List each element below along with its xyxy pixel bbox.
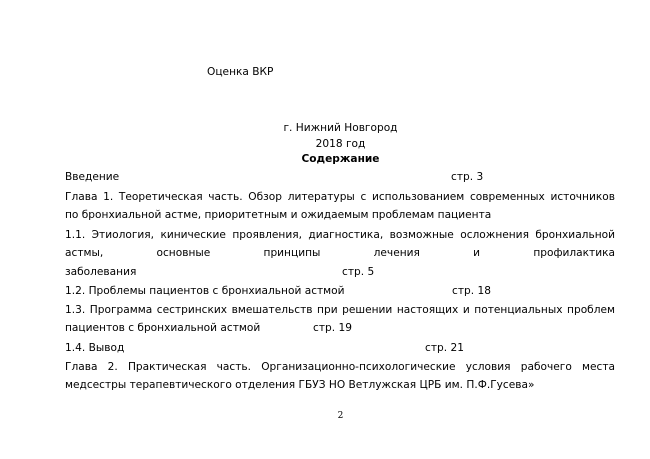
toc-entry-label: пациентов с бронхиальной астмой xyxy=(65,322,261,334)
toc-entry-chapter2-line2: медсестры терапевтического отделения ГБУЗ НО Ветлужская ЦРБ им. П.Ф.Гусева» xyxy=(65,379,535,391)
toc-word: и xyxy=(473,247,481,259)
toc-entry-s11-line1: 1.1. Этиология, кинические проявления, диагностика, возможные осложнения бронхиальной xyxy=(65,229,615,241)
city-line: г. Нижний Новгород xyxy=(283,122,398,134)
toc-entry-label: 1.4. Вывод xyxy=(65,342,125,354)
toc-entry-label: 1.2. Проблемы пациентов с бронхиальной астмой xyxy=(65,285,345,297)
toc-entry-label: Введение xyxy=(65,171,120,183)
page-number: 2 xyxy=(337,411,344,421)
toc-word: принципы xyxy=(263,247,321,259)
toc-entry-label: заболевания xyxy=(65,266,137,278)
toc-entry-page: стр. 5 xyxy=(342,266,375,278)
toc-word: астмы, xyxy=(65,247,104,259)
toc-entry-page: стр. 21 xyxy=(425,342,464,354)
toc-entry-s14 xyxy=(65,342,615,354)
toc-title: Содержание xyxy=(301,153,380,165)
toc-entry-page: стр. 19 xyxy=(313,322,352,334)
toc-entry-page: стр. 3 xyxy=(451,171,484,183)
toc-entry-s11-line3 xyxy=(65,266,615,278)
toc-word: основные xyxy=(156,247,211,259)
toc-entry-chapter2-line1: Глава 2. Практическая часть. Организационно-психологические условия рабочего места xyxy=(65,361,615,373)
toc-entry-s11-line2 xyxy=(65,247,615,259)
toc-entry-s13-line1: 1.3. Программа сестринских вмешательств при решении настоящих и потенциальных проблем xyxy=(65,304,615,316)
toc-entry-s13-line2 xyxy=(65,322,615,334)
year-line: 2018 год xyxy=(315,138,366,150)
toc-entry-page: стр. 18 xyxy=(452,285,491,297)
toc-entry-chapter1-line2: по бронхиальной астме, приоритетным и ожидаемым проблемам пациента xyxy=(65,209,492,221)
grade-label: Оценка ВКР xyxy=(207,66,274,78)
toc-word: профилактика xyxy=(533,247,615,259)
toc-entry-chapter1-line1: Глава 1. Теоретическая часть. Обзор литературы с использованием современных источников xyxy=(65,191,615,203)
toc-word: лечения xyxy=(373,247,420,259)
toc-entry-intro xyxy=(65,171,615,183)
toc-entry-s12 xyxy=(65,285,615,297)
